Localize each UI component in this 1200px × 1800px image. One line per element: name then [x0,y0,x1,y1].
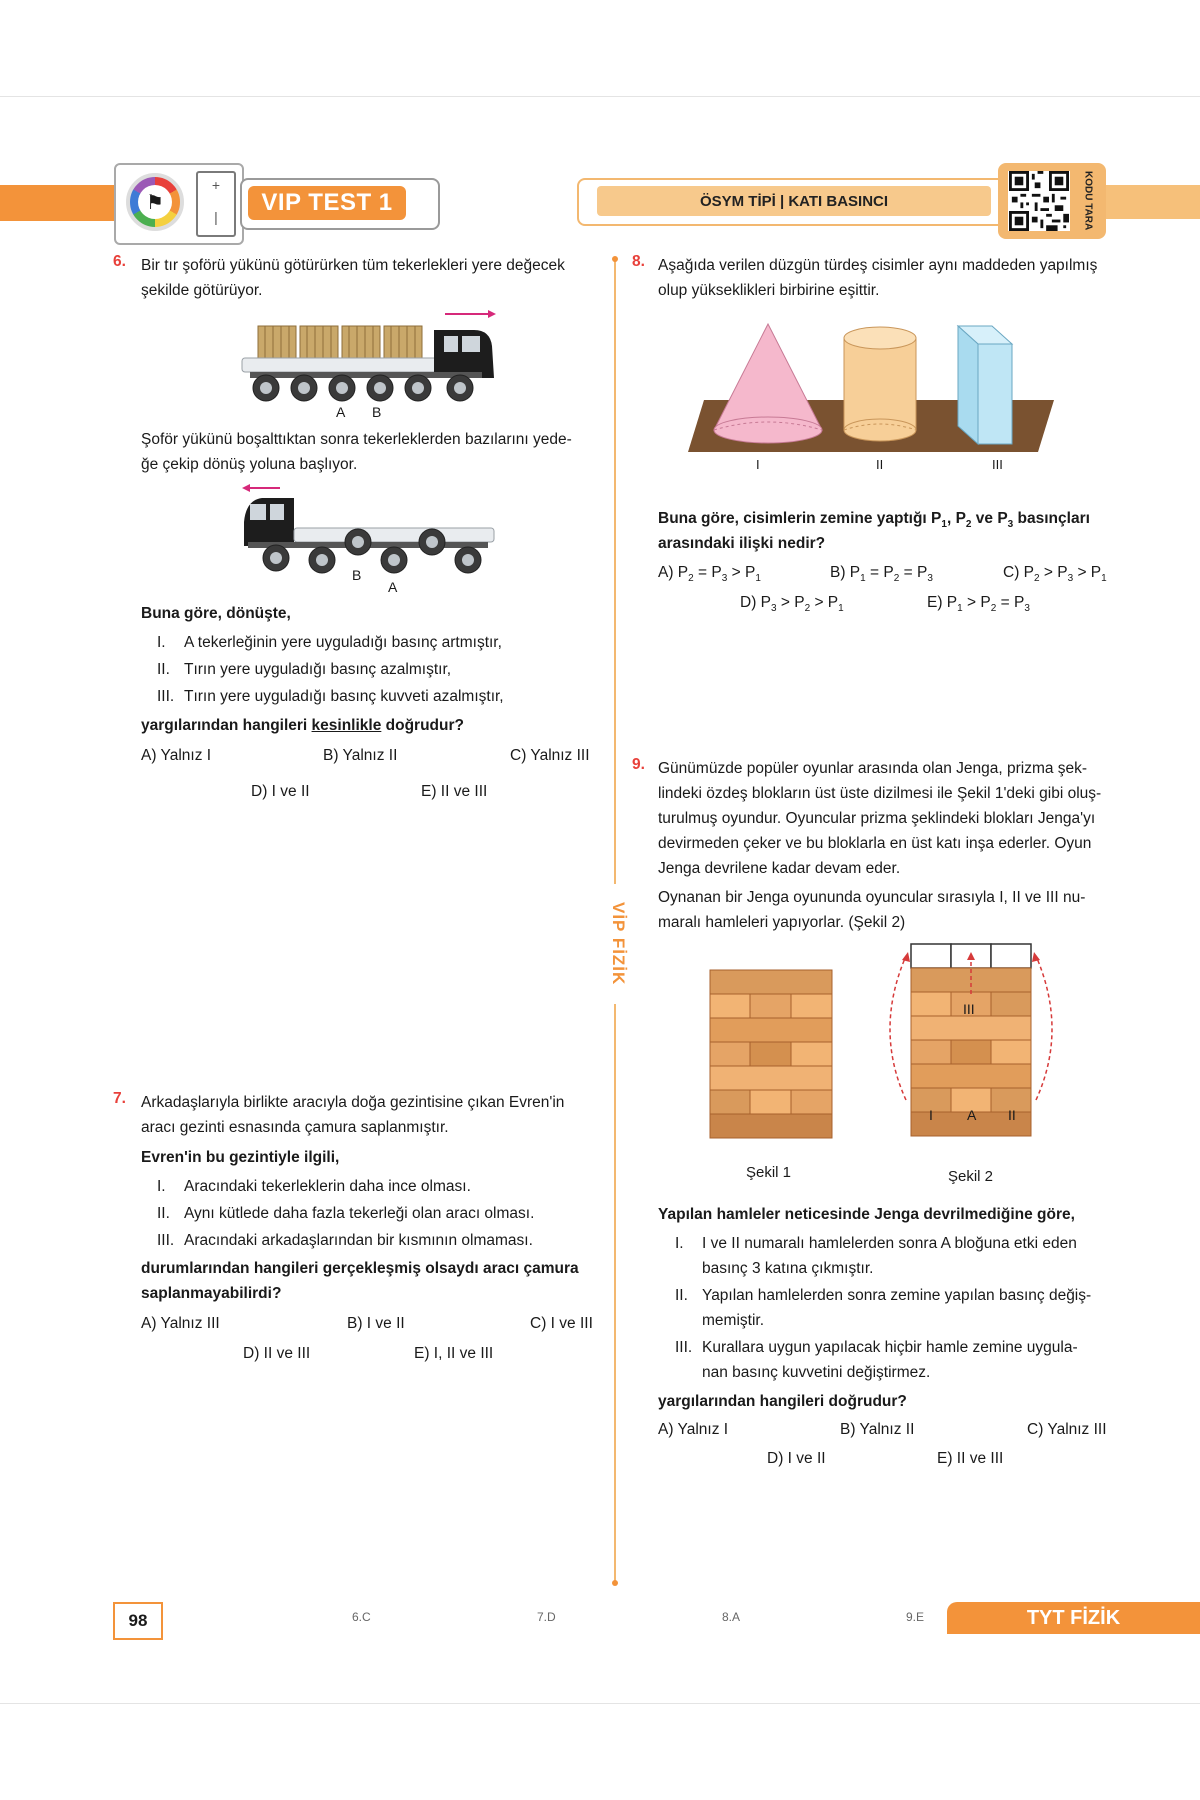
q9-option-c[interactable]: C) Yalnız III [1027,1421,1107,1438]
q6-prompt: Buna göre, dönüşte, [141,605,291,622]
q8-fig-label-1: I [756,457,760,472]
q6-ask: yargılarından hangileri kesinlikle doğrudur? [141,717,464,734]
q6-fig-label-b: B [372,404,382,420]
arrow-left-icon [242,484,280,492]
q8-text-line2: olup yükseklikleri birbirine eşittir. [658,282,880,299]
q8-fig-label-3: III [992,457,1003,472]
jenga-figure-1 [708,968,836,1154]
q6-text-line2: şekilde götürüyor. [141,282,263,299]
battery-plus: + [211,177,221,193]
test-title-box [240,178,440,230]
brand-label: TYT FİZİK [947,1602,1200,1634]
q9-line-1: Günümüzde popüler oyunlar arasında olan Jenga, prizma şek- [658,760,1088,777]
q6-fig2-label-b: B [352,567,362,583]
q9-item-3-line2: nan basınç kuvvetini değiştirmez. [702,1364,931,1381]
q6-option-b[interactable]: B) Yalnız II [323,747,398,764]
q6-option-a[interactable]: A) Yalnız I [141,747,212,764]
q6-text-line3: Şoför yükünü boşalttıktan sonra tekerleklerden bazılarını yede- [141,431,572,448]
q6-item-2: II. Tırın yere uyguladığı basınç azalmıştır, [157,661,452,678]
q8-ask-line2: arasındaki ilişki nedir? [658,535,826,552]
q9-prompt: Yapılan hamleler neticesinde Jenga devrilmediğine göre, [658,1206,1075,1223]
q7-ask-line1: durumlarından hangileri gerçekleşmiş olsaydı aracı çamura [141,1260,579,1277]
q9-item-3-line1: III. Kurallara uygun yapılacak hiçbir hamle zemine uygula- [675,1339,1078,1356]
q9-number: 9. [632,756,645,773]
q8-option-c[interactable]: C) $P_2 > P_3 > P_1$ [1003,564,1107,585]
q6-option-c[interactable]: C) Yalnız III [510,747,590,764]
q8-fig-label-2: II [876,457,884,472]
truck-figure-loaded [238,300,500,410]
jenga-fig1-label: Şekil 1 [746,1164,792,1181]
jenga-fig2-label: Şekil 2 [948,1168,994,1185]
q9-option-a[interactable]: A) Yalnız I [658,1421,729,1438]
section-title: ÖSYM TİPİ | KATI BASINCI [597,186,991,216]
q8-option-d[interactable]: D) $P_3 > P_2 > P_1$ [740,594,844,615]
jenga-mark-ii: II [1008,1107,1016,1123]
header-band-left [0,185,125,221]
cone-shape [714,324,822,443]
qr-label: KODU TARA [1082,171,1094,231]
q6-fig2-label-a: A [388,579,398,595]
cylinder-shape [844,327,916,441]
qr-code-icon[interactable] [1008,171,1070,231]
q9-line-6: Oynanan bir Jenga oyununda oyuncular sırasıyla I, II ve III nu- [658,889,1086,906]
q7-text-line1: Arkadaşlarıyla birlikte aracıyla doğa gezintisine çıkan Evren'in [141,1094,565,1111]
divider-dot-top [612,256,618,262]
q7-prompt: Evren'in bu gezintiyle ilgili, [141,1149,340,1166]
q9-line-3: turulmuş oyundur. Oyuncular prizma şeklindeki blokları Jenga'yı [658,810,1096,827]
q8-option-a[interactable]: A) $P_2 = P_3 > P_1$ [658,564,761,585]
q6-text-line4: ğe çekip dönüş yoluna başlıyor. [141,456,358,473]
q6-option-e[interactable]: E) II ve III [421,783,488,800]
answer-key-7: 7.D [537,1610,556,1624]
logo-wheel-icon [126,173,184,231]
q6-fig-label-a: A [336,404,346,420]
q7-option-b[interactable]: B) I ve II [347,1315,405,1332]
q9-option-d[interactable]: D) I ve II [767,1450,826,1467]
q8-text-line1: Aşağıda verilen düzgün türdeş cisimler aynı maddeden yapılmış [658,257,1098,274]
q9-item-1-line1: I. I ve II numaralı hamlelerden sonra A bloğuna etki eden [675,1235,1077,1252]
section-title-box [577,178,1011,226]
q7-option-d[interactable]: D) II ve III [243,1345,311,1362]
q7-text-line2: aracı gezinti esnasında çamura saplanmıştır. [141,1119,449,1136]
q6-text-line1: Bir tır şoförü yükünü götürürken tüm tekerlekleri yere değecek [141,257,565,274]
q9-line-4: devirmeden çeker ve bu bloklarla en üst katı inşa ederler. Oyun [658,835,1092,852]
side-label: VİP FİZİK [604,884,628,1004]
q7-ask-line2: saplanmayabilirdi? [141,1285,282,1302]
q7-number: 7. [113,1090,126,1107]
q9-line-7: maralı hamleleri yapıyorlar. (Şekil 2) [658,914,906,931]
q6-number: 6. [113,253,126,270]
q9-item-2-line2: memiştir. [702,1312,764,1329]
q9-line-2: lindeki özdeş blokların üst üste dizilmesi ile Şekil 1'deki gibi oluş- [658,785,1102,802]
logo-figure-icon: ⚑ [138,185,172,219]
q6-item-1: I. A tekerleğinin yere uyguladığı basınç artmıştır, [157,634,502,651]
battery-icon [196,171,236,237]
answer-key-6: 6.C [352,1610,371,1624]
header-band-right [1105,185,1200,219]
jenga-mark-a: A [967,1107,977,1123]
jenga-mark-iii: III [963,1001,975,1017]
q9-option-b[interactable]: B) Yalnız II [840,1421,915,1438]
publisher-logo [114,163,244,245]
q9-option-e[interactable]: E) II ve III [937,1450,1004,1467]
arrow-right-icon [445,310,496,318]
qr-code-box[interactable] [998,163,1106,239]
battery-minus: | [214,209,218,225]
prism-shape [958,326,1012,444]
q6-option-d[interactable]: D) I ve II [251,783,310,800]
solids-figure [688,318,1056,458]
answer-key-9: 9.E [906,1610,925,1624]
q8-number: 8. [632,253,645,270]
q9-item-2-line1: II. Yapılan hamlelerden sonra zemine yapılan basınç değiş- [675,1287,1092,1304]
q6-item-3: III. Tırın yere uyguladığı basınç kuvveti azalmıştır, [157,688,504,705]
jenga-figure-2 [876,940,1062,1160]
divider-dot-bottom [612,1580,618,1586]
q7-option-a[interactable]: A) Yalnız III [141,1315,220,1332]
q9-line-5: Jenga devrilene kadar devam eder. [658,860,901,877]
answer-key-8: 8.A [722,1610,741,1624]
jenga-mark-i: I [929,1107,933,1123]
q7-item-2: II. Aynı kütlede daha fazla tekerleği olan aracı olması. [157,1205,535,1222]
q7-item-1: I. Aracındaki tekerleklerin daha ince olması. [157,1178,471,1195]
truck-figure-empty [238,478,500,588]
page-number: 98 [113,1602,163,1640]
q9-item-1-line2: basınç 3 katına çıkmıştır. [702,1260,874,1277]
q7-option-e[interactable]: E) I, II ve III [414,1345,494,1362]
q8-ask-line1: Buna göre, cisimlerin zemine yaptığı $P_1$, $P_2$ ve $P_3$ basınçları [658,510,1090,531]
q7-option-c[interactable]: C) I ve III [530,1315,593,1332]
q8-option-e[interactable]: E) $P_1 > P_2 = P_3$ [927,594,1030,615]
q9-ask: yargılarından hangileri doğrudur? [658,1393,907,1410]
q8-option-b[interactable]: B) $P_1 = P_2 = P_3$ [830,564,933,585]
q7-item-3: III. Aracındaki arkadaşlarından bir kısmının olmaması. [157,1232,533,1249]
test-title: VIP TEST 1 [248,186,406,220]
